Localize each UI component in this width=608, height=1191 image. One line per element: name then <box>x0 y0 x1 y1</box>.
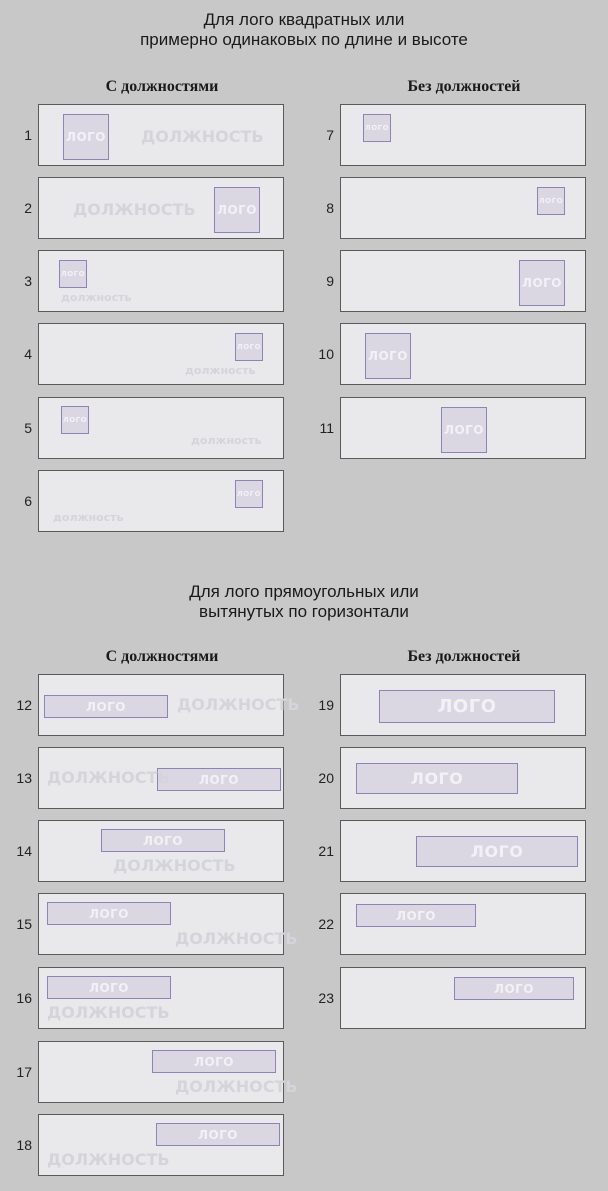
logo-placeholder: ЛОГО <box>519 260 565 306</box>
logo-placeholder: ЛОГО <box>44 695 168 718</box>
layout-card-6 <box>38 470 284 532</box>
layout-card-8 <box>340 177 586 239</box>
logo-placeholder: ЛОГО <box>537 187 565 215</box>
variant-number: 20 <box>318 770 334 786</box>
logo-placeholder: ЛОГО <box>235 480 263 508</box>
section1-heading-line2: примерно одинаковых по длине и высоте <box>140 30 468 49</box>
logo-placeholder: ЛОГО <box>379 690 555 723</box>
logo-placeholder: ЛОГО <box>235 333 263 361</box>
layout-card-11 <box>340 397 586 459</box>
section2-heading-line2: вытянутых по горизонтали <box>199 602 409 621</box>
layout-card-16 <box>38 967 284 1029</box>
variant-number: 5 <box>24 420 32 436</box>
layout-card-14 <box>38 820 284 882</box>
position-title-placeholder: ДОЛЖНОСТЬ <box>177 695 300 714</box>
logo-placeholder: ЛОГО <box>63 114 109 160</box>
layout-card-2 <box>38 177 284 239</box>
section2-col-with-positions: С должностями <box>105 648 219 665</box>
variant-number: 10 <box>318 346 334 362</box>
layout-card-1 <box>38 104 284 166</box>
layout-card-19 <box>340 674 586 736</box>
layout-card-18 <box>38 1114 284 1176</box>
variant-number: 6 <box>24 493 32 509</box>
logo-placeholder: ЛОГО <box>156 1123 280 1146</box>
position-title-placeholder: должность <box>185 364 256 377</box>
variant-number: 7 <box>326 127 334 143</box>
logo-placeholder: ЛОГО <box>356 763 518 794</box>
logo-placeholder: ЛОГО <box>356 904 476 927</box>
layout-card-9 <box>340 250 586 312</box>
logo-placeholder: ЛОГО <box>365 333 411 379</box>
logo-placeholder: ЛОГО <box>47 902 171 925</box>
position-title-placeholder: ДОЛЖНОСТЬ <box>47 768 170 787</box>
position-title-placeholder: ДОЛЖНОСТЬ <box>175 1077 298 1096</box>
logo-placeholder: ЛОГО <box>416 836 578 867</box>
variant-number: 23 <box>318 990 334 1006</box>
layout-card-5 <box>38 397 284 459</box>
layout-card-22 <box>340 893 586 955</box>
variant-number: 21 <box>318 843 334 859</box>
position-title-placeholder: должность <box>191 434 262 447</box>
position-title-placeholder: должность <box>61 291 132 304</box>
variant-number: 1 <box>24 127 32 143</box>
position-title-placeholder: ДОЛЖНОСТЬ <box>141 127 264 146</box>
layout-card-23 <box>340 967 586 1029</box>
layout-card-21 <box>340 820 586 882</box>
section1-heading-line1: Для лого квадратных или <box>203 10 405 29</box>
variant-number: 9 <box>326 273 334 289</box>
logo-placeholder: ЛОГО <box>152 1050 276 1073</box>
variant-number: 14 <box>16 843 32 859</box>
variant-number: 15 <box>16 916 32 932</box>
position-title-placeholder: ДОЛЖНОСТЬ <box>47 1150 170 1169</box>
layout-card-15 <box>38 893 298 955</box>
section2-heading-line1: Для лого прямоугольных или <box>189 582 419 601</box>
variant-number: 17 <box>16 1064 32 1080</box>
variant-number: 16 <box>16 990 32 1006</box>
layout-card-10 <box>340 323 586 385</box>
layout-card-12 <box>38 674 300 736</box>
position-title-placeholder: должность <box>53 511 124 524</box>
section1-col-without-positions: Без должностей <box>407 78 521 95</box>
logo-placeholder: ЛОГО <box>61 406 89 434</box>
variant-number: 18 <box>16 1137 32 1153</box>
position-title-placeholder: ДОЛЖНОСТЬ <box>73 200 196 219</box>
logo-placeholder: ЛОГО <box>59 260 87 288</box>
variant-number: 11 <box>319 420 334 436</box>
section1-col-with-positions: С должностями <box>105 78 219 95</box>
layout-card-4 <box>38 323 284 385</box>
position-title-placeholder: ДОЛЖНОСТЬ <box>47 1003 170 1022</box>
variant-number: 13 <box>16 770 32 786</box>
layout-card-17 <box>38 1041 298 1103</box>
logo-placeholder: ЛОГО <box>441 407 487 453</box>
position-title-placeholder: ДОЛЖНОСТЬ <box>113 856 236 875</box>
layout-card-7 <box>340 104 586 166</box>
variant-number: 12 <box>16 697 32 713</box>
logo-placeholder: ЛОГО <box>101 829 225 852</box>
variant-number: 2 <box>24 200 32 216</box>
layout-card-13 <box>38 747 284 809</box>
variant-number: 8 <box>326 200 334 216</box>
logo-placeholder: ЛОГО <box>47 976 171 999</box>
layout-card-3 <box>38 250 284 312</box>
variant-number: 19 <box>318 697 334 713</box>
logo-placeholder: ЛОГО <box>157 768 281 791</box>
logo-placeholder: ЛОГО <box>363 114 391 142</box>
variant-number: 4 <box>24 346 32 362</box>
section2-col-without-positions: Без должностей <box>407 648 521 665</box>
logo-placeholder: ЛОГО <box>454 977 574 1000</box>
position-title-placeholder: ДОЛЖНОСТЬ <box>175 929 298 948</box>
layout-card-20 <box>340 747 586 809</box>
logo-placeholder: ЛОГО <box>214 187 260 233</box>
variant-number: 22 <box>318 916 334 932</box>
variant-number: 3 <box>24 273 32 289</box>
